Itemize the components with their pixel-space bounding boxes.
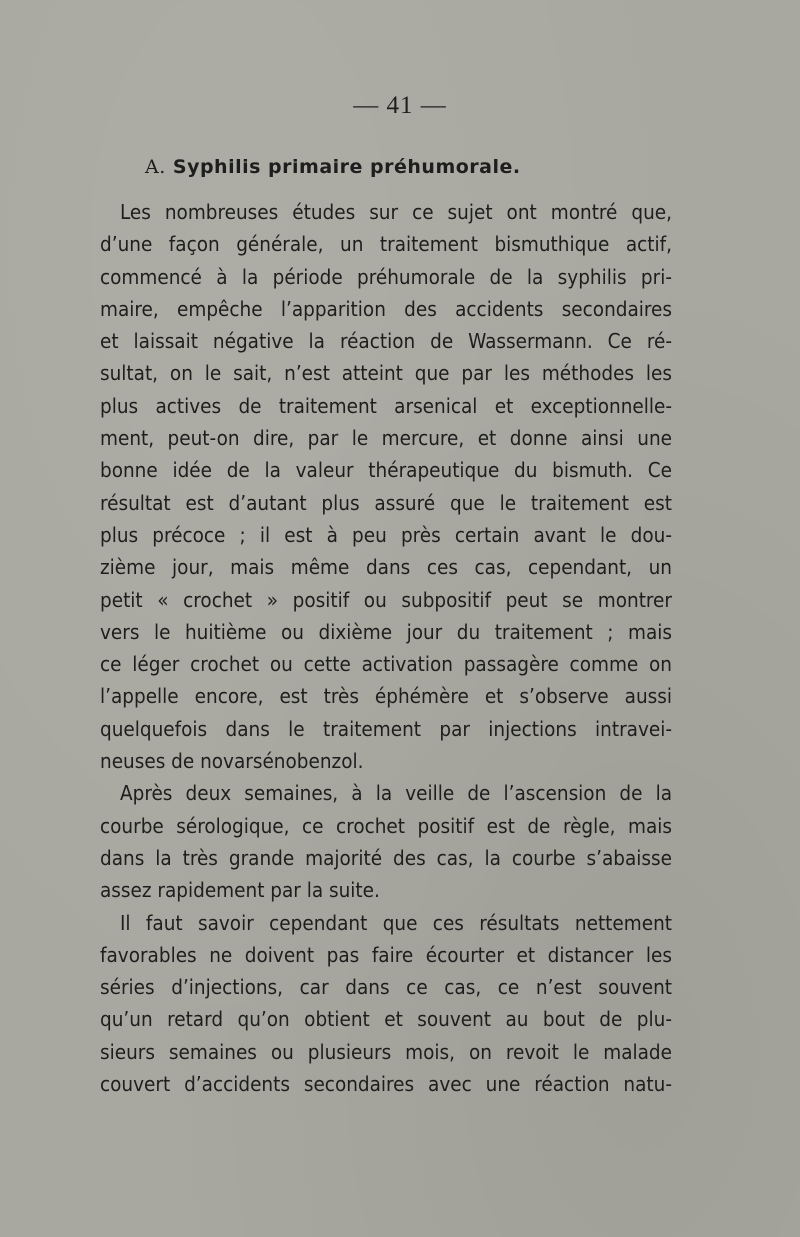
paragraph-3-line: qu’un retard qu’on obtient et souvent au bout de plu- (100, 1007, 672, 1032)
paragraph-2-line: dans la très grande majorité des cas, la courbe s’abaisse (100, 845, 672, 870)
paragraph-1-line: l’appelle encore, est très éphémère et s’observe aussi (100, 684, 672, 709)
body-text (100, 196, 672, 1100)
paragraph-1-line: neuses de novarsénobenzol. (100, 749, 364, 774)
paragraph-2-line: Après deux semaines, à la veille de l’ascension de la (120, 781, 672, 806)
section-heading (145, 156, 521, 178)
paragraph-1-line: ce léger crochet ou cette activation passagère comme on (100, 652, 672, 677)
paragraph-2-line: courbe sérologique, ce crochet positif est de règle, mais (100, 813, 672, 838)
paragraph-1-line: résultat est d’autant plus assuré que le traitement est (100, 490, 672, 515)
paragraph-1-line: ment, peut-on dire, par le mercure, et donne ainsi une (100, 426, 672, 451)
paragraph-1-line: maire, empêche l’apparition des accidents secondaires (100, 296, 672, 321)
section-letter: A. (145, 156, 166, 178)
paragraph-1-line: quelquefois dans le traitement par injections intravei- (100, 716, 672, 741)
paragraph-1-line: Les nombreuses études sur ce sujet ont montré que, (120, 200, 672, 224)
paragraph-1-line: petit « crochet » positif ou subpositif peut se montrer (100, 587, 672, 612)
page-number: — 41 — (353, 92, 447, 119)
paragraph-3-line: couvert d’accidents secondaires avec une réaction natu- (100, 1072, 672, 1097)
paragraph-3-line: séries d’injections, car dans ce cas, ce n’est souvent (100, 975, 672, 1000)
paragraph-2-line: assez rapidement par la suite. (100, 878, 380, 903)
paragraph-3-line: sieurs semaines ou plusieurs mois, on revoit le malade (100, 1039, 672, 1064)
paragraph-1-line: plus précoce ; il est à peu près certain avant le dou- (100, 522, 672, 547)
paragraph-1-line: vers le huitième ou dixième jour du traitement ; mais (100, 619, 672, 644)
section-title: Syphilis primaire préhumorale. (172, 156, 521, 178)
paragraph-1-line: bonne idée de la valeur thérapeutique du bismuth. Ce (100, 458, 672, 483)
paragraph-3-line: favorables ne doivent pas faire écourter et distancer les (100, 942, 672, 967)
paragraph-1-line: et laissait négative la réaction de Wassermann. Ce ré- (100, 329, 672, 354)
paragraph-1-line: commencé à la période préhumorale de la syphilis pri- (100, 264, 672, 289)
paragraph-1-line: zième jour, mais même dans ces cas, cependant, un (100, 555, 672, 580)
paragraph-1-line: sultat, on le sait, n’est atteint que par les méthodes les (100, 361, 672, 386)
paragraph-1-line: d’une façon générale, un traitement bismuthique actif, (100, 232, 672, 257)
paragraph-1-line: plus actives de traitement arsenical et exceptionnelle- (100, 393, 672, 418)
paragraph-3-line: Il faut savoir cependant que ces résultats nettement (120, 910, 672, 935)
